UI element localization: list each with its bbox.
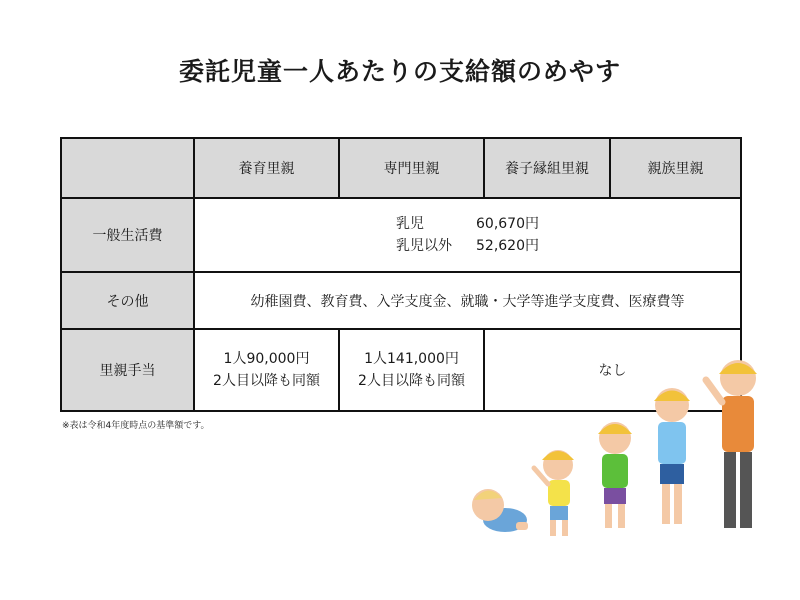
- table-header-row: [61, 138, 741, 198]
- header-kinship-foster-parent: 親族里親: [610, 138, 741, 198]
- corner-cell: [61, 138, 194, 198]
- header-adoption-foster-parent: 養子縁組里親: [484, 138, 610, 198]
- baby-figure-icon: [472, 489, 528, 532]
- header-specialized-foster-parent: 専門里親: [339, 138, 484, 198]
- table-row: [61, 198, 741, 272]
- living-line-infant: 乳児 60,670円: [396, 216, 539, 232]
- living-expenses-cell: [194, 198, 741, 272]
- toddler-figure-icon: [534, 450, 574, 536]
- header-foster-parent: 養育里親: [194, 138, 339, 198]
- row-label-other: その他: [61, 272, 194, 329]
- no-allowance-cell: なし: [484, 329, 741, 411]
- child-figure-icon: [598, 422, 632, 528]
- boy-figure-icon: [654, 388, 690, 524]
- row-label-living-expenses: 一般生活費: [61, 198, 194, 272]
- page-title: 委託児童一人あたりの支給額のめやす: [178, 57, 621, 86]
- table-row: [61, 272, 741, 329]
- row-label-foster-allowance: 里親手当: [61, 329, 194, 411]
- living-line-non-infant: 乳児以外 52,620円: [396, 238, 539, 254]
- other-expenses-cell: 幼稚園費、教育費、入学支度金、就職・大学等進学支度費、医療費等: [194, 272, 741, 329]
- foster-allowance-cell: 1人90,000円 2人目以降も同額: [194, 329, 339, 411]
- teen-figure-icon: [706, 360, 757, 528]
- footnote: ※表は令和4年度時点の基準額です。: [62, 421, 210, 431]
- children-growth-illustration-icon: [460, 350, 790, 550]
- special-allowance-cell: 1人141,000円 2人目以降も同額: [339, 329, 484, 411]
